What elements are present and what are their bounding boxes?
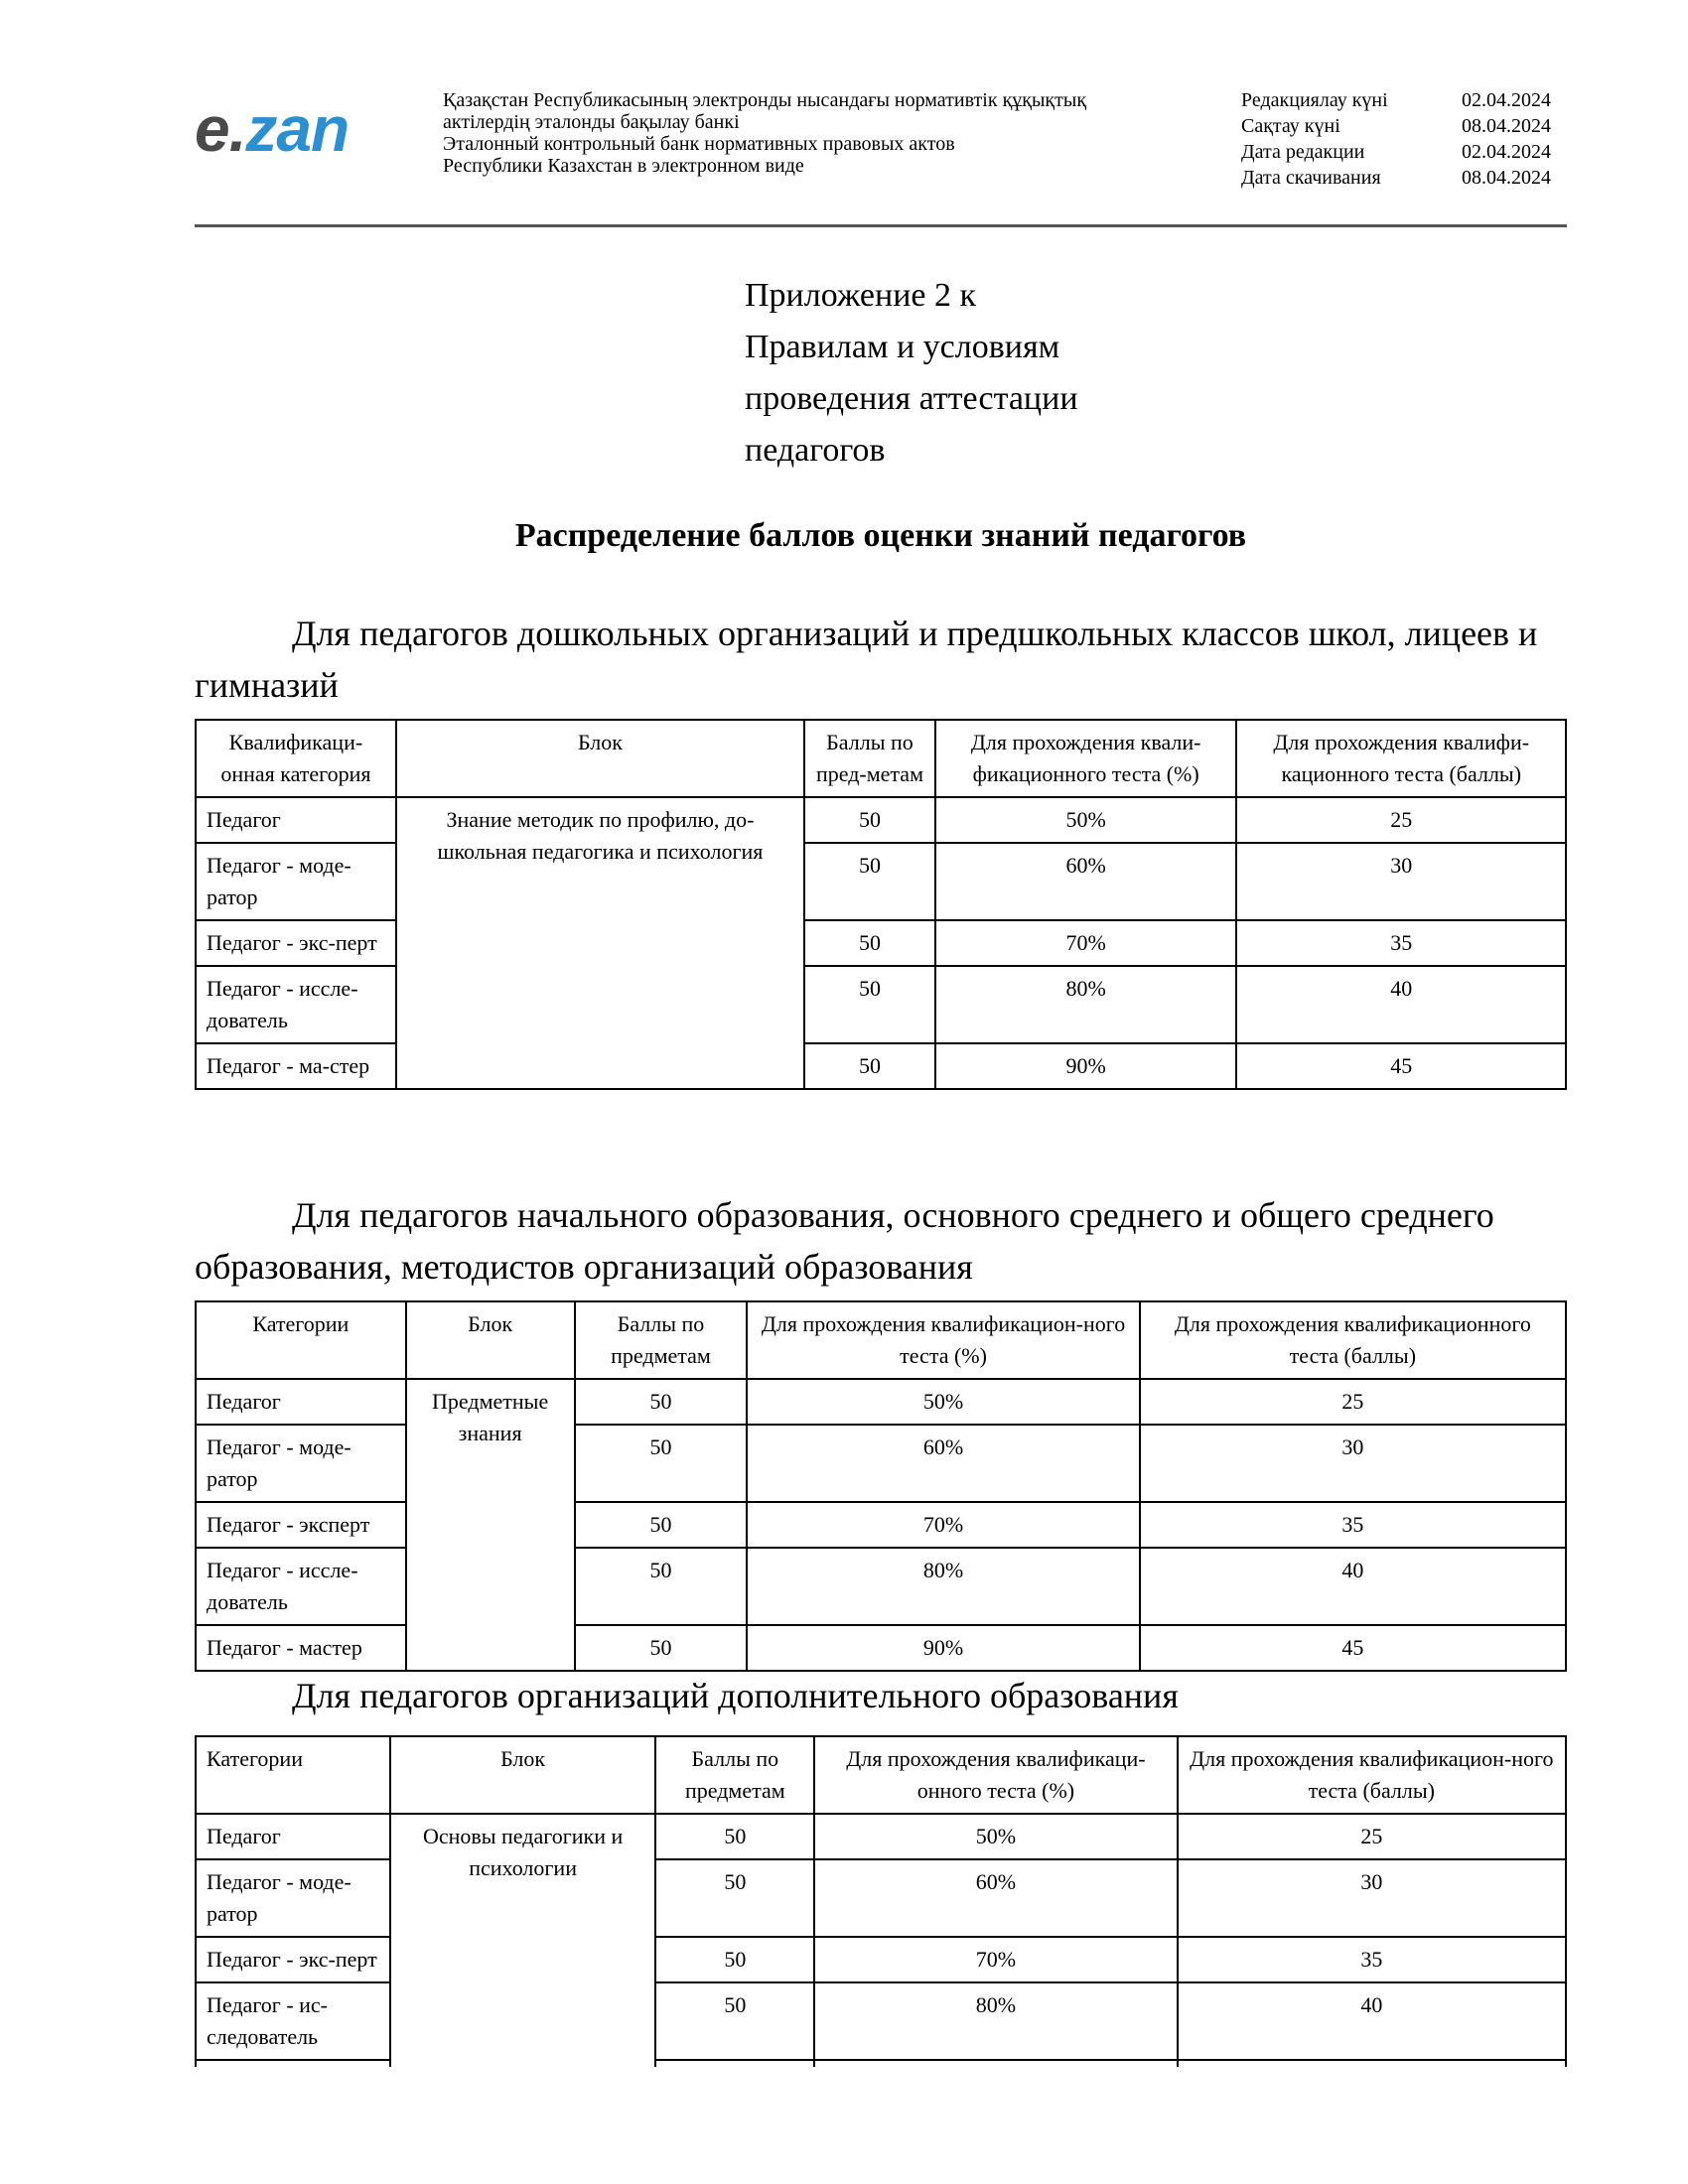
appendix-reference xyxy=(745,270,1078,477)
date-value: 02.04.2024 xyxy=(1462,89,1551,111)
date-label: Сақтау күні xyxy=(1241,115,1340,137)
scores-table-additional-education xyxy=(195,1735,1567,2067)
points-cell: 50 xyxy=(575,1379,748,1425)
percent-cell: 90% xyxy=(935,1043,1237,1089)
points-cell: 50 xyxy=(655,1814,814,1859)
section-heading-text: Для педагогов дошкольных организаций и предшкольных классов школ, лицеев и гимназий xyxy=(195,614,1538,705)
section-heading xyxy=(195,1189,1567,1293)
appendix-line: педагогов xyxy=(745,432,886,469)
bank-line: Эталонный контрольный банк нормативных правовых актов xyxy=(443,133,955,155)
score-cell: 25 xyxy=(1236,797,1566,843)
date-label: Дата редакции xyxy=(1241,141,1365,163)
column-header: Блок xyxy=(396,720,804,797)
points-cell: 50 xyxy=(804,920,935,966)
points-cell: 50 xyxy=(655,1859,814,1937)
points-cell: 50 xyxy=(655,1982,814,2060)
category-cell: Педагог - моде-ратор xyxy=(196,1425,406,1502)
logo-zan: zan xyxy=(245,93,350,165)
category-cell: Педагог - иссле-дователь xyxy=(196,1548,406,1625)
bank-line: Қазақстан Республикасының электронды нысандағы нормативтік құқықтық xyxy=(443,89,1087,111)
scores-table-preschool xyxy=(195,719,1567,1090)
table-row xyxy=(196,1379,1566,1425)
column-header: Категории xyxy=(196,1736,390,1814)
points-cell: 50 xyxy=(804,843,935,920)
category-cell: Педагог - эксперт xyxy=(196,1502,406,1548)
score-cell: 40 xyxy=(1236,966,1566,1043)
column-header: Баллы по предметам xyxy=(655,1736,814,1814)
category-cell: Педагог - ма-стер xyxy=(196,1043,396,1089)
logo-e: e. xyxy=(195,93,246,165)
points-cell: 50 xyxy=(804,797,935,843)
column-header: Для прохождения квалификацион-ного теста (баллы) xyxy=(1178,1736,1566,1814)
percent-cell: 60% xyxy=(747,1425,1139,1502)
table-row xyxy=(196,1814,1566,1859)
points-cell: 50 xyxy=(804,966,935,1043)
score-cell: 30 xyxy=(1140,1425,1566,1502)
points-cell: 50 xyxy=(575,1625,748,1671)
block-cell: Основы педагогики и психологии xyxy=(390,1814,656,2067)
section-heading-text: Для педагогов начального образования, основного среднего и общего среднего образования, методистов организаций образования xyxy=(195,1195,1494,1287)
percent-cell: 50% xyxy=(747,1379,1139,1425)
appendix-line: Правилам и условиям xyxy=(745,329,1060,365)
column-header: Для прохождения квалификационного теста (баллы) xyxy=(1140,1301,1566,1379)
category-cell: Педагог - моде-ратор xyxy=(196,843,396,920)
document-title: Распределение баллов оценки знаний педагогов xyxy=(514,517,1247,554)
scores-table-general-education xyxy=(195,1300,1567,1672)
percent-cell: 60% xyxy=(814,1859,1177,1937)
column-header: Для прохождения квали-фикационного теста (%) xyxy=(935,720,1237,797)
percent-cell: 90% xyxy=(747,1625,1139,1671)
percent-cell: 80% xyxy=(935,966,1237,1043)
date-row xyxy=(1241,139,1551,165)
section-heading-text: Для педагогов организаций дополнительного образования xyxy=(292,1676,1179,1715)
category-cell: Педагог xyxy=(196,1814,390,1859)
score-cell: 35 xyxy=(1178,1937,1566,1982)
section-heading xyxy=(195,1670,1567,1721)
appendix-line: проведения аттестации xyxy=(745,380,1078,417)
table-row xyxy=(196,1425,1566,1502)
header-dates xyxy=(1241,87,1551,191)
points-cell: 50 xyxy=(575,1425,748,1502)
percent-cell: 70% xyxy=(747,1502,1139,1548)
percent-cell: 60% xyxy=(935,843,1237,920)
score-cell: 40 xyxy=(1140,1548,1566,1625)
category-cell: Педагог - экс-перт xyxy=(196,1937,390,1982)
percent-cell: 70% xyxy=(814,1937,1177,1982)
section-heading xyxy=(195,608,1567,711)
score-cell: 30 xyxy=(1236,843,1566,920)
date-label: Редакциялау күні xyxy=(1241,89,1388,111)
bank-description xyxy=(443,89,1197,177)
table-row xyxy=(196,797,1566,843)
score-cell: 25 xyxy=(1140,1379,1566,1425)
category-cell: Педагог - ис-следователь xyxy=(196,1982,390,2060)
table-row xyxy=(196,1548,1566,1625)
appendix-line: Приложение 2 к xyxy=(745,277,977,314)
score-cell: 40 xyxy=(1178,1982,1566,2060)
score-cell: 45 xyxy=(1236,1043,1566,1089)
percent-cell: 50% xyxy=(814,1814,1177,1859)
category-cell: Педагог xyxy=(196,1379,406,1425)
column-header: Для прохождения квалифи-кационного теста (баллы) xyxy=(1236,720,1566,797)
category-cell: Педагог - экс-перт xyxy=(196,920,396,966)
score-cell: 35 xyxy=(1236,920,1566,966)
date-row xyxy=(1241,165,1551,191)
points-cell: 50 xyxy=(575,1502,748,1548)
date-value: 08.04.2024 xyxy=(1462,167,1551,189)
score-cell: 25 xyxy=(1178,1814,1566,1859)
column-header: Блок xyxy=(406,1301,575,1379)
category-cell: Педагог - моде-ратор xyxy=(196,1859,390,1937)
table-row xyxy=(196,1502,1566,1548)
percent-cell: 70% xyxy=(935,920,1237,966)
block-cell: Предметные знания xyxy=(406,1379,575,1671)
percent-cell: 80% xyxy=(747,1548,1139,1625)
column-header: Квалификаци-онная категория xyxy=(196,720,396,797)
column-header: Для прохождения квалификаци-онного теста (%) xyxy=(814,1736,1177,1814)
percent-cell: 80% xyxy=(814,1982,1177,2060)
score-cell: 45 xyxy=(1140,1625,1566,1671)
column-header: Для прохождения квалификацион-ного теста (%) xyxy=(747,1301,1139,1379)
header-divider xyxy=(195,224,1567,227)
date-row xyxy=(1241,113,1551,139)
points-cell: 50 xyxy=(804,1043,935,1089)
points-cell: 50 xyxy=(655,1937,814,1982)
table-header-row xyxy=(196,1301,1566,1379)
table-row xyxy=(196,1625,1566,1671)
table-header-row xyxy=(196,1736,1566,1814)
date-value: 08.04.2024 xyxy=(1462,115,1551,137)
date-label: Дата скачивания xyxy=(1241,167,1381,189)
block-cell: Знание методик по профилю, до-школьная педагогика и психология xyxy=(396,797,804,1089)
column-header: Категории xyxy=(196,1301,406,1379)
category-cell: Педагог xyxy=(196,797,396,843)
points-cell: 50 xyxy=(575,1548,748,1625)
category-cell: Педагог - иссле-дователь xyxy=(196,966,396,1043)
date-value: 02.04.2024 xyxy=(1462,141,1551,163)
ezan-logo xyxy=(195,93,350,165)
percent-cell: 50% xyxy=(935,797,1237,843)
date-row xyxy=(1241,87,1551,113)
score-cell: 35 xyxy=(1140,1502,1566,1548)
column-header: Баллы по предметам xyxy=(575,1301,748,1379)
column-header: Баллы по пред-метам xyxy=(804,720,935,797)
bank-line: актілердің эталонды бақылау банкі xyxy=(443,111,740,133)
score-cell: 30 xyxy=(1178,1859,1566,1937)
table-header-row xyxy=(196,720,1566,797)
bank-line: Республики Казахстан в электронном виде xyxy=(443,155,804,177)
category-cell: Педагог - мастер xyxy=(196,1625,406,1671)
column-header: Блок xyxy=(390,1736,656,1814)
